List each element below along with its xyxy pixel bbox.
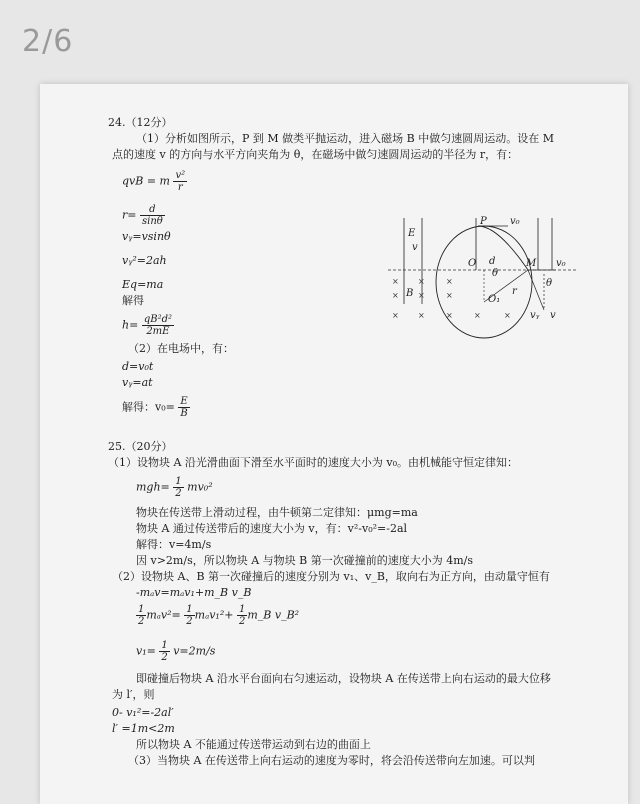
label-v-left: v bbox=[412, 242, 418, 253]
q25-line9: （3）当物块 A 在传送带上向右运动的速度为零时，将会沿传送带向左加速。可以判 bbox=[128, 754, 535, 767]
label-O1: O₁ bbox=[488, 294, 501, 305]
label-M: M bbox=[526, 258, 537, 269]
label-O: O bbox=[468, 258, 477, 269]
q24-intro-line2: 点的速度 v 的方向与水平方向夹角为 θ，在磁场中做匀速圆周运动的半径为 r，有： bbox=[112, 148, 519, 161]
label-v0-top: v₀ bbox=[510, 216, 520, 227]
label-E: E bbox=[408, 228, 416, 239]
q24-eq3: vᵧ=vsinθ bbox=[122, 230, 171, 243]
q24-intro-line1: （1）分析如图所示，P 到 M 做类平抛运动，进入磁场 B 中做匀速圆周运动。设在 M bbox=[136, 132, 554, 145]
x-mark: × bbox=[418, 311, 425, 320]
label-P: P bbox=[480, 216, 487, 227]
x-mark: × bbox=[392, 291, 399, 300]
x-mark: × bbox=[446, 277, 453, 286]
q25-line6: 即碰撞后物块 A 沿水平台面向右匀速运动，设物块 A 在传送带上向右运动的最大位移 bbox=[136, 672, 551, 685]
q25-title: 25.（20分） bbox=[108, 440, 173, 453]
q24-jiede: 解得 bbox=[122, 294, 144, 307]
q25-part1: （1）设物块 A 沿光滑曲面下滑至水平面时的速度大小为 v₀。由机械能守恒定律知： bbox=[108, 456, 519, 469]
page-indicator: 2/6 bbox=[22, 24, 74, 59]
q24-eq6: h= $\frac{\text{qB²d²}}{2mE}$ bbox=[122, 314, 172, 337]
x-mark: × bbox=[392, 311, 399, 320]
q24-part2: （2）在电场中，有： bbox=[128, 342, 234, 355]
document-page bbox=[40, 84, 628, 804]
label-vy: vᵧ bbox=[530, 310, 540, 321]
q25-line4: 解得：v=4m/s bbox=[136, 538, 212, 551]
q25-eq3: $\frac{1}{2}$ mₐv²= $\frac{1}{2}$ mₐv₁²+ $\frac{1}{2}$ m_B v_B² bbox=[138, 604, 300, 627]
x-mark: × bbox=[418, 291, 425, 300]
x-mark: × bbox=[392, 277, 399, 286]
q25-line7: 为 l′，则 bbox=[112, 688, 155, 701]
q25-line8: 所以物块 A 不能通过传送带运动到右边的曲面上 bbox=[136, 738, 371, 751]
q25-line3: 物块 A 通过传送带后的速度大小为 v，有：v²-v₀²=-2al bbox=[136, 522, 408, 535]
x-mark: × bbox=[504, 311, 511, 320]
q25-eq6: l′ =1m<2m bbox=[112, 722, 175, 735]
q25-part2: （2）设物块 A、B 第一次碰撞后的速度分别为 v₁、v_B，取向右为正方向，由动量守恒有 bbox=[112, 570, 550, 583]
q25-eq1: mgh= $\frac{1}{2}$ mv₀² bbox=[136, 476, 213, 499]
label-theta-1: θ bbox=[492, 268, 499, 279]
q25-line2: 物块在传送带上滑动过程，由牛顿第二定律知：μmg=ma bbox=[136, 506, 418, 519]
x-mark: × bbox=[474, 311, 481, 320]
q25-eq5: 0- v₁²=-2al′ bbox=[112, 706, 174, 719]
q24-eq8: vᵧ=at bbox=[122, 376, 153, 389]
q25-eq4: v₁= $\frac{1}{2}$ v=2m/s bbox=[136, 640, 216, 663]
q25-eq2: -mₐv=mₐv₁+m_B v_B bbox=[136, 586, 252, 599]
label-v0-right: v₀ bbox=[556, 258, 566, 269]
label-d: d bbox=[489, 256, 496, 267]
q24-eq1: qvB = m $\frac{\text{v²}}{r}$ bbox=[122, 170, 186, 193]
x-mark: × bbox=[446, 311, 453, 320]
x-mark: × bbox=[446, 291, 453, 300]
q24-eq4: vᵧ²=2ah bbox=[122, 254, 167, 267]
q24-eq2: r= $\frac{d}{\sin\theta}$ bbox=[122, 204, 163, 227]
q24-eq5: Eq=ma bbox=[122, 278, 164, 291]
q24-eq9: 解得：v₀= $\frac{E}{B}$ bbox=[122, 396, 188, 419]
q25-line5: 因 v>2m/s，所以物块 A 与物块 B 第一次碰撞前的速度大小为 4m/s bbox=[136, 554, 473, 567]
parabolic-trajectory bbox=[478, 226, 528, 270]
label-B: B bbox=[406, 288, 414, 299]
label-v-bottom: v bbox=[550, 310, 556, 321]
x-mark: × bbox=[418, 277, 425, 286]
q24-eq7: d=v₀t bbox=[122, 360, 154, 373]
physics-figure bbox=[388, 214, 578, 344]
velocity-arrow-bottom bbox=[528, 270, 544, 310]
label-r: r bbox=[512, 286, 517, 297]
q24-title: 24.（12分） bbox=[108, 116, 173, 129]
label-theta-2: θ bbox=[546, 278, 553, 289]
